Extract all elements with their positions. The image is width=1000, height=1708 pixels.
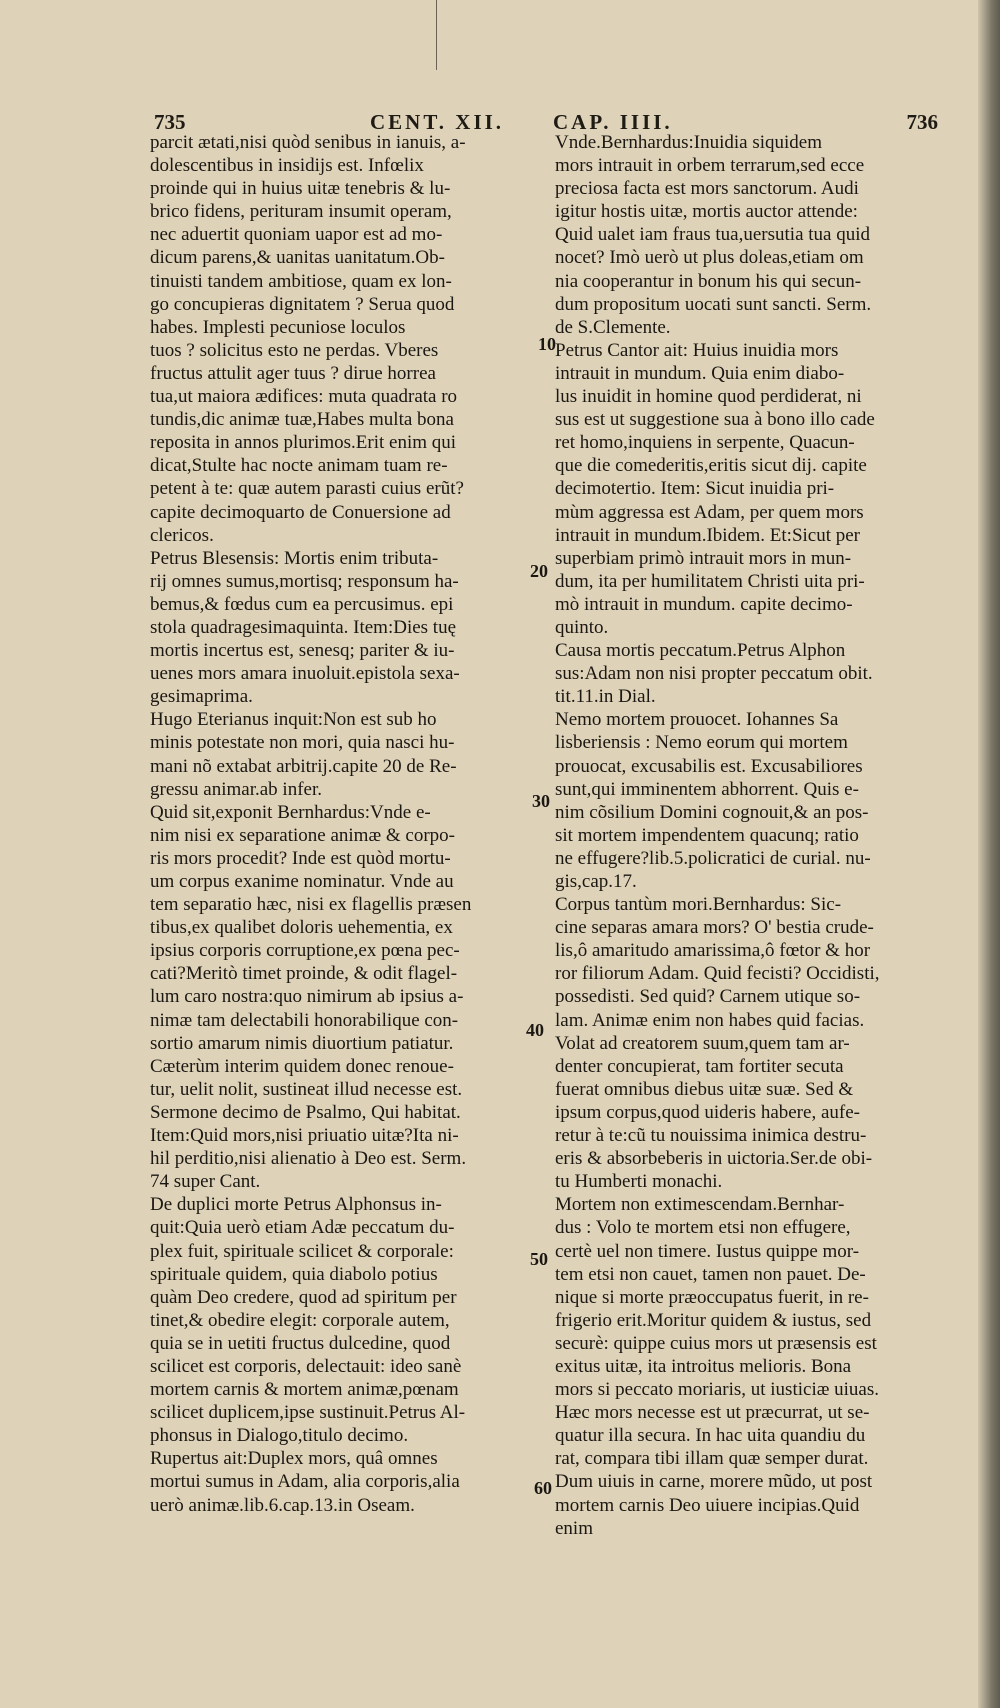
line-number: 60 <box>534 1478 552 1498</box>
text-line: Hæc mors necesse est ut præcurrat, ut se- <box>555 1402 870 1424</box>
text-line: ne effugere?lib.5.policratici de curial. nu- <box>555 847 871 869</box>
text-line: Corpus tantùm mori.Bernhardus: Sic- <box>555 894 842 916</box>
text-line: Sermone decimo de Psalmo, Qui habitat. <box>150 1101 461 1123</box>
line-number: 50 <box>530 1249 548 1269</box>
text-line: retur à te:cũ tu nouissima inimica destru- <box>555 1125 867 1147</box>
text-line: possedisti. Sed quid? Carnem utique so- <box>555 986 861 1008</box>
text-line: Mortem non extimescendam.Bernhar- <box>555 1194 845 1216</box>
caput-heading: CAP. IIII. <box>553 110 673 134</box>
text-line: tuos ? solicitus esto ne perdas. Vberes <box>150 339 439 361</box>
text-line: quàm Deo credere, quod ad spiritum per <box>150 1286 457 1308</box>
text-line: uerò animæ.lib.6.cap.13.in Oseam. <box>150 1494 415 1516</box>
text-line: tem etsi non cauet, tamen non pauet. De- <box>555 1263 866 1285</box>
text-line: intrauit in mundum.Ibidem. Et:Sicut per <box>555 524 861 546</box>
text-line: lam. Animæ enim non habes quid facias. <box>555 1009 865 1031</box>
text-line: Petrus Blesensis: Mortis enim tributa- <box>150 547 439 569</box>
text-line: cine separas amara mors? O' bestia crude- <box>555 917 874 939</box>
text-line: 74 super Cant. <box>150 1171 261 1193</box>
text-line: um corpus exanime nominatur. Vnde au <box>150 871 454 892</box>
text-line: scilicet duplicem,ipse sustinuit.Petrus Al- <box>150 1402 466 1424</box>
text-line: minis potestate non mori, quia nasci hu- <box>150 732 455 754</box>
gutter-mark <box>436 0 437 70</box>
text-line: enim <box>555 1517 593 1539</box>
line-number: 40 <box>526 1020 544 1040</box>
text-line: habes. Implesti pecuniose loculos <box>150 316 406 338</box>
text-line: reposita in annos plurimos.Erit enim qui <box>150 432 457 454</box>
text-line: nim nisi ex separatione animæ & corpo- <box>150 824 455 846</box>
text-line: tem separatio hæc, nisi ex flagellis præsen <box>150 894 472 916</box>
text-line: superbiam primò intrauit mors in mun- <box>555 547 852 569</box>
text-line: mùm aggressa est Adam, per quem mors <box>555 501 864 523</box>
text-line: eris & absorbeberis in uictoria.Ser.de obi- <box>555 1148 873 1170</box>
text-line: prouocat, excusabilis est. Excusabiliores <box>555 755 863 777</box>
text-line: Petrus Cantor ait: Huius inuidia mors <box>555 339 839 361</box>
text-line: dus : Volo te mortem etsi non effugere, <box>555 1217 851 1239</box>
line-number: 20 <box>530 561 548 581</box>
centuria-heading: CENT. XII. <box>370 110 505 134</box>
text-line: decimotertio. Item: Sicut inuidia pri- <box>555 478 835 500</box>
text-line: Cæterùm interim quidem donec renoue- <box>150 1055 454 1077</box>
text-line: ipsum corpus,quod uideris habere, aufe- <box>555 1101 860 1123</box>
text-line: rij omnes sumus,mortisq; responsum ha- <box>150 570 459 592</box>
text-line: gis,cap.17. <box>555 871 637 892</box>
text-line: mors intrauit in orbem terrarum,sed ecce <box>555 155 865 177</box>
text-line: Rupertus ait:Duplex mors, quâ omnes <box>150 1448 438 1470</box>
text-line: tur, uelit nolit, sustineat illud necesse est. <box>150 1078 463 1100</box>
text-line: ipsius corporis corruptione,ex pœna pec- <box>150 940 460 962</box>
text-line: spirituale quidem, quia diabolo potius <box>150 1263 438 1285</box>
text-line: dicum parens,& uanitas uanitatum.Ob- <box>150 247 445 269</box>
text-line: securè: quippe cuius mors ut præsensis est <box>555 1332 877 1354</box>
text-line: ret homo,inquiens in serpente, Quacun- <box>555 432 855 454</box>
left-column <box>150 131 536 1517</box>
text-line: quatur illa secura. In hac uita quandiu du <box>555 1425 866 1447</box>
text-line: Hugo Eterianus inquit:Non est sub ho <box>150 709 437 731</box>
text-line: parcit ætati,nisi quòd senibus in ianuis, a- <box>150 132 466 153</box>
text-line: tinuisti tandem ambitiose, quam ex lon- <box>150 270 452 292</box>
text-line: intrauit in mundum. Quia enim diabo- <box>555 362 845 384</box>
text-line: de S.Clemente. <box>555 316 671 338</box>
text-line: mors si peccato moriaris, ut iusticiæ uiuas. <box>555 1379 880 1401</box>
page-number-left: 735 <box>154 110 186 134</box>
text-line: bemus,& fœdus cum ea percusimus. epi <box>150 593 454 615</box>
text-line: capite decimoquarto de Conuersione ad <box>150 501 451 523</box>
text-line: gressu animar.ab infer. <box>150 778 323 800</box>
text-line: lum caro nostra:quo nimirum ab ipsius a- <box>150 986 464 1008</box>
text-line: quit:Quia uerò etiam Adæ peccatum du- <box>150 1217 455 1239</box>
text-line: cati?Meritò timet proinde, & odit flagel- <box>150 963 458 985</box>
text-line: scilicet est corporis, delectauit: ideo sanè <box>150 1355 462 1377</box>
text-line: quinto. <box>555 616 609 638</box>
text-line: mortis incertus est, senesq; pariter & iu- <box>150 640 455 662</box>
text-line: sit mortem impendentem quacunq; ratio <box>555 824 859 846</box>
text-line: nique si morte præoccupatus fuerit, in re- <box>555 1286 869 1308</box>
text-line: sunt,qui imminentem abhorrent. Quis e- <box>555 778 859 800</box>
text-line: Vnde.Bernhardus:Inuidia siquidem <box>555 132 823 153</box>
text-line: lisberiensis : Nemo eorum qui mortem <box>555 732 848 754</box>
text-line: quia se in uetiti fructus dulcedine, quod <box>150 1332 451 1354</box>
text-line: tinet,& obedire elegit: corporale autem, <box>150 1309 450 1331</box>
text-line: lis,ô amaritudo amarissima,ô fœtor & hor <box>555 940 871 962</box>
text-line: Item:Quid mors,nisi priuatio uitæ?Ita ni- <box>150 1125 459 1147</box>
text-line: gesimaprima. <box>150 686 253 708</box>
text-line: lus inuidit in homine quod perdiderat, ni <box>555 386 862 408</box>
text-line: sus:Adam non nisi propter peccatum obit. <box>555 663 873 685</box>
text-line: nimæ tam delectabili honorabilique con- <box>150 1009 459 1031</box>
text-line: Volat ad creatorem suum,quem tam ar- <box>555 1032 850 1054</box>
text-line: dicat,Stulte hac nocte animam tuam re- <box>150 455 448 477</box>
text-line: rat, compara tibi illam quæ semper durat. <box>555 1448 869 1470</box>
text-line: phonsus in Dialogo,titulo decimo. <box>150 1425 409 1447</box>
text-line: sortio amarum nimis diuortium patiatur. <box>150 1032 454 1054</box>
text-line: nia cooperantur in bonum his qui secun- <box>555 270 862 292</box>
text-line: denter concupierat, tam fortiter secuta <box>555 1055 844 1077</box>
line-number: 10 <box>538 334 556 354</box>
text-line: frigerio erit.Moritur quidem & iustus, sed <box>555 1309 872 1331</box>
text-line: dum propositum uocati sunt sancti. Serm. <box>555 293 872 315</box>
page-edge-shadow <box>978 0 1000 1708</box>
text-line: tua,ut maiora ædifices: muta quadrata ro <box>150 386 458 408</box>
text-line: Nemo mortem prouocet. Iohannes Sa <box>555 709 839 731</box>
text-line: sus est ut suggestione sua à bono illo cade <box>555 409 875 431</box>
text-line: ris mors procedit? Inde est quòd mortu- <box>150 847 451 869</box>
text-line: fuerat omnibus diebus uitæ suæ. Sed & <box>555 1078 854 1100</box>
text-line: De duplici morte Petrus Alphonsus in- <box>150 1194 442 1216</box>
text-line: nec aduertit quoniam uapor est ad mo- <box>150 224 443 246</box>
text-line: uenes mors amara inuoluit.epistola sexa- <box>150 663 460 685</box>
text-line: mortui sumus in Adam, alia corporis,alia <box>150 1471 460 1493</box>
text-line: fructus attulit ager tuus ? dirue horrea <box>150 362 436 384</box>
text-line: nocet? Imò uerò ut plus doleas,etiam om <box>555 247 864 269</box>
text-line: mortem carnis Deo uiuere incipias.Quid <box>555 1494 860 1516</box>
text-line: mò intrauit in mundum. capite decimo- <box>555 593 853 615</box>
text-line: tundis,dic animæ tuæ,Habes multa bona <box>150 409 454 431</box>
text-line: ror filiorum Adam. Quid fecisti? Occidisti, <box>555 963 880 985</box>
text-line: certè uel non timere. Iustus quippe mor- <box>555 1240 860 1262</box>
text-line: mani nõ extabat arbitrij.capite 20 de Re- <box>150 755 457 777</box>
text-line: tit.11.in Dial. <box>555 686 656 708</box>
line-number: 30 <box>532 791 550 811</box>
text-line: tibus,ex qualibet doloris uehementia, ex <box>150 917 453 939</box>
text-line: exitus uitæ, ita introitus melioris. Bona <box>555 1355 852 1377</box>
text-line: tu Humberti monachi. <box>555 1171 723 1193</box>
text-line: dolescentibus in insidijs est. Infœlix <box>150 155 424 177</box>
page-number-right: 736 <box>906 110 938 134</box>
text-line: Quid ualet iam fraus tua,uersutia tua quid <box>555 224 870 246</box>
text-line: que die comederitis,eritis sicut dij. capite <box>555 455 867 477</box>
text-line: dum, ita per humilitatem Christi uita pri- <box>555 570 865 592</box>
text-line: petent à te: quæ autem parasti cuius erũt? <box>150 478 464 500</box>
text-line: hil perditio,nisi alienatio à Deo est. Serm. <box>150 1148 467 1170</box>
text-line: stola quadragesimaquinta. Item:Dies tuę <box>150 616 457 638</box>
text-line: proinde qui in huius uitæ tenebris & lu- <box>150 178 451 200</box>
text-line: igitur hostis uitæ, mortis auctor attende: <box>555 201 858 223</box>
text-line: nim cõsilium Domini cognouit,& an pos- <box>555 801 869 823</box>
text-line: clericos. <box>150 524 214 546</box>
text-line: Dum uiuis in carne, morere mũdo, ut post <box>555 1471 873 1493</box>
text-line: mortem carnis & mortem animæ,pœnam <box>150 1379 459 1401</box>
text-line: preciosa facta est mors sanctorum. Audi <box>555 178 859 200</box>
text-line: Causa mortis peccatum.Petrus Alphon <box>555 640 846 662</box>
text-line: Quid sit,exponit Bernhardus:Vnde e- <box>150 801 431 823</box>
text-line: go concupieras dignitatem ? Serua quod <box>150 293 455 315</box>
text-line: brico fidens, perituram insumit operam, <box>150 201 452 223</box>
text-line: plex fuit, spirituale scilicet & corporale: <box>150 1240 454 1262</box>
right-column <box>555 131 938 1540</box>
